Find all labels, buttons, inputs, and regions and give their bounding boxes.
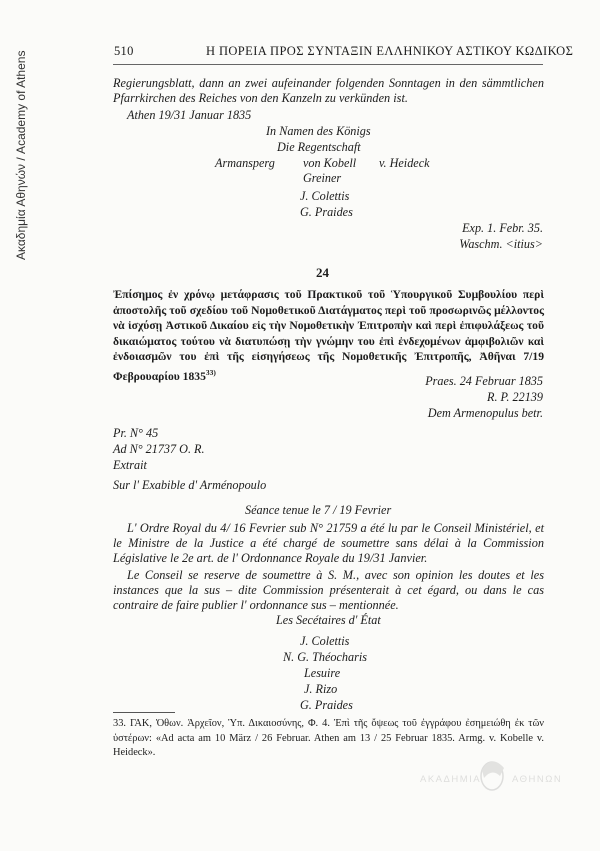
extract-label: Extrait: [113, 458, 147, 472]
academy-watermark: [420, 748, 565, 808]
watermark-word: ΑΚΑΔΗΜΙΑ: [420, 774, 482, 785]
subject-line: Sur l' Exabible d' Arménopoulo: [113, 478, 267, 492]
signature-name: J. Colettis: [300, 189, 350, 203]
signature-name: G. Praides: [300, 205, 353, 219]
german-paragraph: Regierungsblatt, dann an zwei aufeinander folgenden Sonntagen in den sämmtlichen Pfarrkirchen des Reiches von den Kanzeln zu verkünden ist.: [113, 76, 544, 106]
clerk-note: Waschm. <itius>: [459, 237, 543, 251]
document-number: 24: [316, 265, 329, 280]
register-note: R. P. 22139: [487, 390, 543, 404]
reference-number: Ad N° 21737 O. R.: [113, 442, 205, 456]
protocol-number: Pr. N° 45: [113, 426, 159, 440]
signature-name: J. Colettis: [300, 634, 350, 648]
signature-line: In Namen des Königs: [266, 124, 371, 138]
signature-name: Greiner: [303, 171, 342, 185]
greek-title-paragraph: [113, 287, 544, 384]
signature-line: Die Regentschaft: [277, 140, 361, 154]
running-title: Η ΠΟΡΕΙΑ ΠΡΟΣ ΣΥΝΤΑΞΙΝ ΕΛΛΗΝΙΚΟΥ ΑΣΤΙΚΟΥ ΚΩΔΙΚΟΣ: [206, 44, 574, 58]
signature-name: v. Heideck: [379, 156, 430, 170]
expedition-note: Exp. 1. Febr. 35.: [462, 221, 543, 235]
receipt-note: Praes. 24 Februar 1835: [425, 374, 543, 388]
page-number: 510: [114, 44, 134, 58]
archive-sidebar-label: Ακαδημία Αθηνών / Academy of Athens: [14, 50, 28, 260]
secretaries-heading: Les Secétaires d' État: [276, 613, 381, 627]
french-paragraph: Le Conseil se reserve de soumettre à S. M., avec son opinion les doutes et les instances que la sus – dite Commission présenterait à cet égard, ou dans le cas contraire de faire publier l' ordonnance sus – mentionnée.: [113, 568, 544, 613]
signature-name: Armansperg: [215, 156, 275, 170]
footnote-rule: [113, 712, 175, 713]
french-paragraph: L' Ordre Royal du 4/ 16 Fevrier sub N° 21759 a été lu par le Conseil Ministériel, et le Ministre de la Justice a été chargé de soumettre sans délai à la Commission Législative le 2e art. de l' Ordonnance Royale du 19/31 Janvier.: [113, 521, 544, 566]
header-rule: [113, 64, 543, 65]
signature-name: J. Rizo: [304, 682, 338, 696]
session-line: Séance tenue le 7 / 19 Fevrier: [245, 503, 392, 517]
dateline: Athen 19/31 Januar 1835: [127, 108, 252, 122]
greek-title: Ἐπίσημος ἐν χρόνῳ μετάφρασις τοῦ Πρακτικοῦ τοῦ Ὑπουργικοῦ Συμβουλίου περὶ ἀποστολῆς τοῦ σχεδίου τοῦ Νομοθετικοῦ Διατάγματος περὶ τοῦ προσωρινῶς μέλλοντος νὰ ἰσχύσῃ Ἀστικοῦ Δικαίου εἰς τὴν Νομοθετικὴν Ἐπιτροπὴν καὶ περὶ ἐπιφυλάξεως τοῦ δικαιώματος τούτου νὰ διατυπώσῃ τὴν γνώμην του ἐπὶ ἐνδεχομένων ἀμφιβολιῶν καὶ ἐνδοιασμῶν του ἐπὶ τῆς εἰσηγήσεως τῆς Νομοθετικῆς Ἐπιτροπῆς, Ἀθῆναι 7/19 Φεβρουαρίου 1835: [113, 288, 544, 383]
signature-name: Lesuire: [304, 666, 341, 680]
subject-note: Dem Armenopulus betr.: [427, 406, 543, 420]
watermark-word: ΑΘΗΝΩΝ: [512, 774, 563, 785]
signature-name: G. Praides: [300, 698, 353, 712]
signature-name: N. G. Théocharis: [283, 650, 367, 664]
footnote-reference: 33): [205, 367, 216, 377]
footnote-text: 33. ΓΑΚ, Ὀθων. Ἀρχεῖον, Ὑπ. Δικαιοσύνης, Φ. 4. Ἐπὶ τῆς ὄψεως τοῦ ἐγγράφου ἐσημειώθη ἐκ τῶν ὑστέρων: «Ad acta am 10 März / 26 Februar. Athen am 13 / 25 Februar 1835. Armg. v. Kobelle v. Heideck».: [113, 718, 544, 758]
signature-name: von Kobell: [303, 156, 357, 170]
